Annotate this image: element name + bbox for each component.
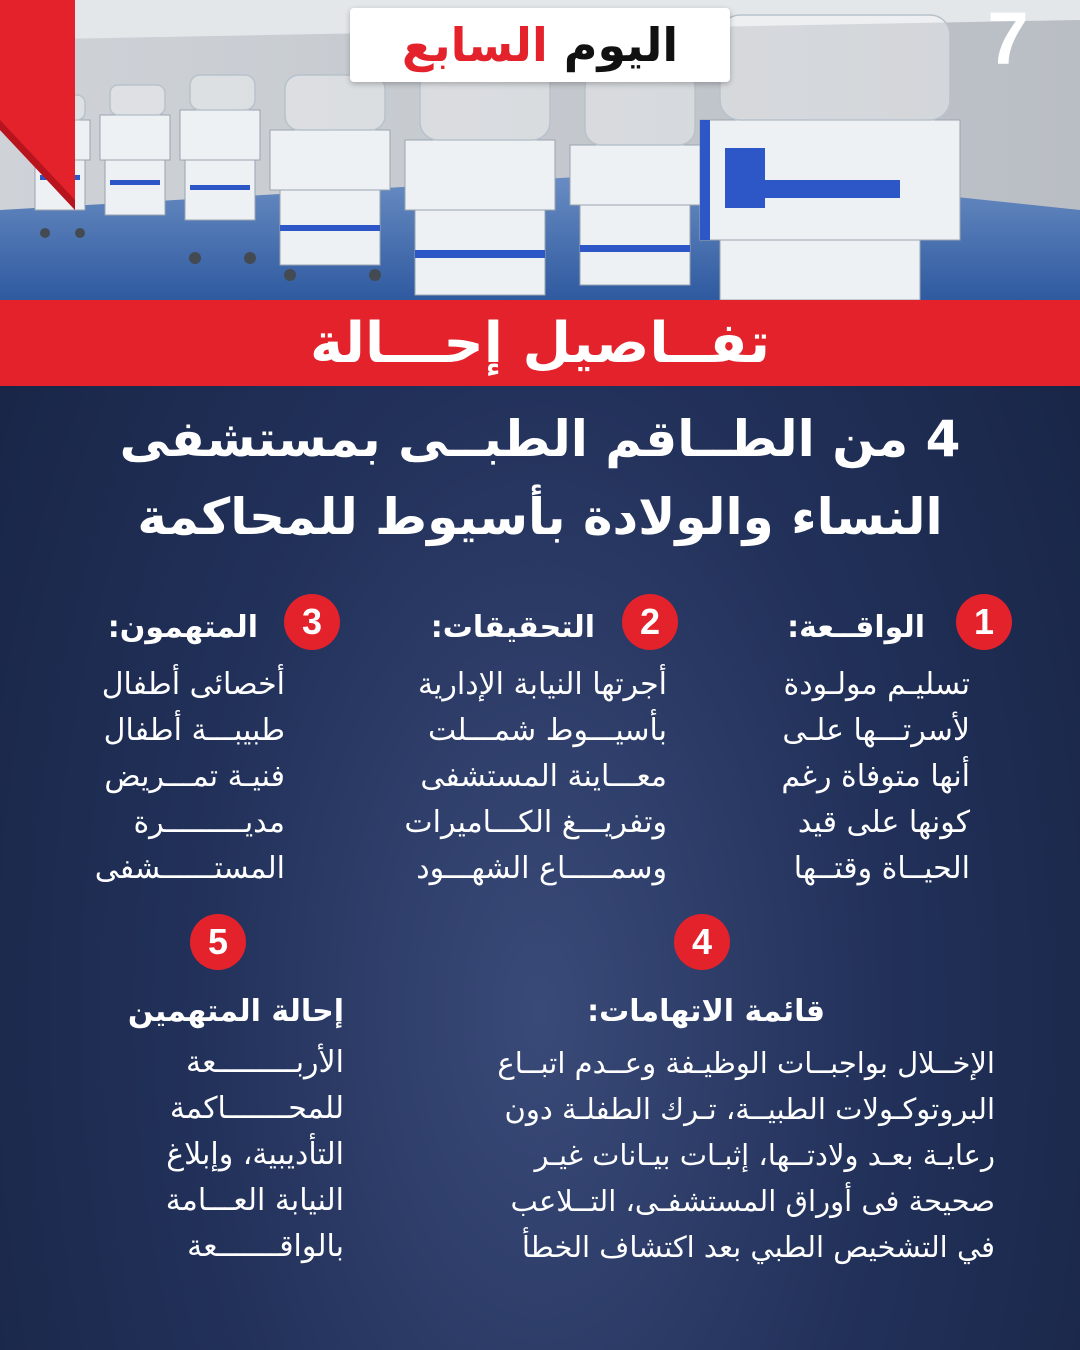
section-2-line: معـــاينة المستشفى: [420, 759, 667, 794]
section-4-line: رعايـة بعـد ولادتــها، إثبـات بيـانات غيـر: [534, 1138, 995, 1172]
section-2-line: أجرتها النيابة الإدارية: [417, 667, 667, 702]
section-4-badge: 4: [674, 914, 730, 970]
section-5-line: التأديبية، وإبلاغ: [166, 1137, 344, 1172]
section-3-line: طبيبـــة أطفال: [103, 713, 285, 748]
section-3-line: المستــــــشفى: [94, 851, 285, 886]
section-1-line: كونها على قيد: [797, 805, 970, 840]
section-5-line: الأربـــــــــعة: [186, 1045, 344, 1080]
section-4-heading: قائمة الاتهامات:: [587, 994, 825, 1029]
section-1-line: تسليـم مولـودة: [783, 667, 970, 702]
section-1-line: الحيــاة وقتــها: [793, 851, 970, 886]
section-3-line: أخصائى أطفال: [101, 667, 285, 702]
headline: [100, 400, 980, 556]
section-4-line: الإخــلال بواجبــات الوظيـفة وعــدم اتبــاع: [497, 1046, 995, 1080]
section-3-line: مديـــــــــرة: [133, 805, 285, 840]
site-logo: [350, 8, 730, 82]
number-ribbon: [0, 0, 75, 210]
section-5-line: النيابة العـــامة: [165, 1183, 344, 1218]
section-5-line: للمحـــــــاكمة: [169, 1091, 344, 1126]
issue-number: 7: [987, 0, 1029, 80]
section-3-heading: المتهمون:: [107, 610, 258, 645]
headline-line-1: 4 من الطــاقم الطبــى بمستشفى: [119, 410, 961, 468]
section-5-body: [166, 1040, 344, 1270]
section-1-line: أنها متوفاة رغم: [781, 759, 970, 794]
section-1-body: [781, 662, 970, 892]
section-1-line: لأسرتـــها علـى: [782, 713, 970, 748]
section-4-line: البروتوكـولات الطبيــة، تـرك الطفلـة دون: [504, 1092, 995, 1126]
headline-line-2: النساء والولادة بأسيوط للمحاكمة: [137, 488, 943, 546]
section-2-line: وسمـــــاع الشهـــود: [416, 851, 667, 886]
section-1-badge: 1: [956, 594, 1012, 650]
page-title: تفــاصيل إحـــالة: [309, 310, 771, 376]
section-2-heading: التحقيقات:: [430, 610, 595, 645]
section-2-badge: 2: [622, 594, 678, 650]
section-3-body: [95, 662, 285, 892]
section-4-line: في التشخيص الطبي بعد اكتشاف الخطأ: [521, 1230, 995, 1264]
logo-text-part2: السابع: [401, 18, 548, 72]
section-4-body: [497, 1040, 995, 1270]
header-photo: [0, 0, 1080, 300]
section-5-badge: 5: [190, 914, 246, 970]
section-2-line: وتفريـــغ الكـــاميرات: [404, 805, 667, 840]
section-2-line: بأسيـــوط شمـــلت: [427, 713, 667, 748]
section-4-line: صحيحة فى أوراق المستشفـى، التــلاعب: [510, 1184, 995, 1218]
section-3-line: فنيـة تمـــريض: [104, 759, 285, 794]
section-5-heading: إحالة المتهمين: [127, 994, 344, 1029]
section-5-line: بالواقـــــــعة: [187, 1229, 344, 1264]
section-1-heading: الواقــعة:: [787, 610, 925, 645]
title-bar: [0, 300, 1080, 386]
logo-text-part1: اليوم: [563, 18, 679, 72]
section-3-badge: 3: [284, 594, 340, 650]
section-2-body: [404, 662, 667, 892]
